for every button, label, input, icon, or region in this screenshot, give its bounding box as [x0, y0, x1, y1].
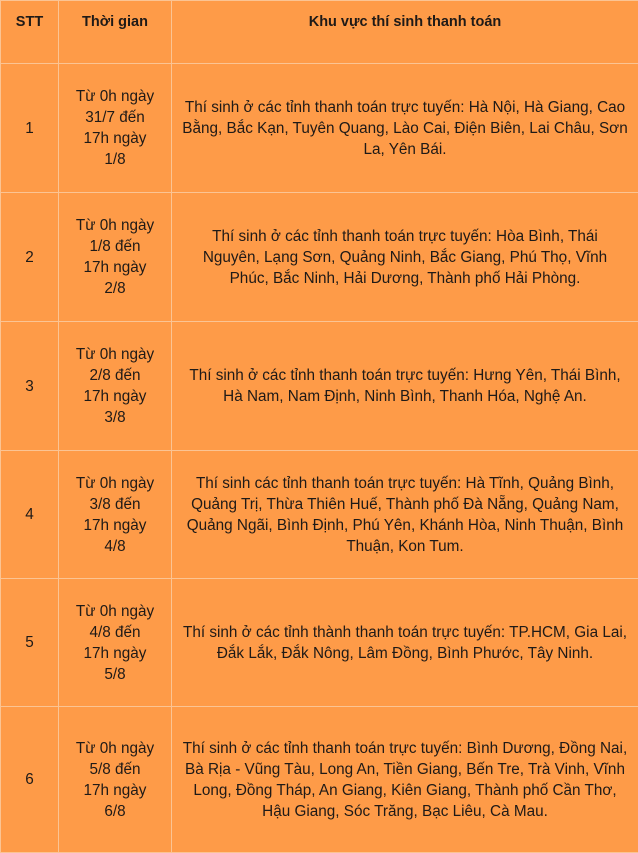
row-time [59, 193, 172, 322]
time-line: 4/8 đến [89, 624, 140, 641]
row-time [59, 322, 172, 451]
header-time: Thời gian [59, 1, 172, 64]
header-area: Khu vực thí sinh thanh toán [172, 1, 638, 64]
time-line: Từ 0h ngày [76, 475, 154, 492]
time-line: 3/8 đến [89, 496, 140, 513]
time-line: Từ 0h ngày [76, 217, 154, 234]
time-line: 2/8 đến [89, 367, 140, 384]
table-row [1, 322, 638, 451]
time-line: 4/8 [104, 538, 125, 555]
row-stt: 1 [1, 64, 59, 193]
row-time [59, 579, 172, 707]
time-line: 2/8 [104, 280, 125, 297]
row-stt: 5 [1, 579, 59, 707]
table-row [1, 707, 638, 853]
time-line: Từ 0h ngày [76, 740, 154, 757]
table-row [1, 579, 638, 707]
row-area: Thí sinh các tỉnh thanh toán trực tuyến: Hà Tĩnh, Quảng Bình, Quảng Trị, Thừa Thiên Huế, Thành phố Đà Nẵng, Quảng Nam, Quảng Ngãi, Bình Định, Phú Yên, Khánh Hòa, Ninh Thuận, Bình Thuận, Kon Tum. [172, 451, 638, 579]
time-line: 17h ngày [84, 130, 147, 147]
header-row [1, 1, 638, 64]
time-line: 3/8 [104, 409, 125, 426]
row-area: Thí sinh ở các tỉnh thành thanh toán trực tuyến: TP.HCM, Gia Lai, Đắk Lắk, Đắk Nông, Lâm Đồng, Bình Phước, Tây Ninh. [172, 579, 638, 707]
time-line: 6/8 [104, 803, 125, 820]
row-area: Thí sinh ở các tỉnh thanh toán trực tuyến: Hưng Yên, Thái Bình, Hà Nam, Nam Định, Ninh Bình, Thanh Hóa, Nghệ An. [172, 322, 638, 451]
row-stt: 6 [1, 707, 59, 853]
time-line: 5/8 [104, 666, 125, 683]
table-row [1, 451, 638, 579]
time-line: 31/7 đến [85, 109, 145, 126]
row-time [59, 64, 172, 193]
time-line: Từ 0h ngày [76, 88, 154, 105]
row-area: Thí sinh ở các tỉnh thanh toán trực tuyến: Hòa Bình, Thái Nguyên, Lạng Sơn, Quảng Ninh, Bắc Giang, Phú Thọ, Vĩnh Phúc, Bắc Ninh, Hải Dương, Thành phố Hải Phòng. [172, 193, 638, 322]
time-line: 17h ngày [84, 645, 147, 662]
row-area: Thí sinh ở các tỉnh thanh toán trực tuyến: Bình Dương, Đồng Nai, Bà Rịa - Vũng Tàu, Long An, Tiền Giang, Bến Tre, Trà Vinh, Vĩnh Long, Đồng Tháp, An Giang, Kiên Giang, Thành phố Cần Thơ, Hậu Giang, Sóc Trăng, Bạc Liêu, Cà Mau. [172, 707, 638, 853]
row-time [59, 707, 172, 853]
time-line: 17h ngày [84, 517, 147, 534]
row-stt: 3 [1, 322, 59, 451]
time-line: 17h ngày [84, 782, 147, 799]
table-row [1, 64, 638, 193]
time-line: 17h ngày [84, 259, 147, 276]
row-time [59, 451, 172, 579]
table-row [1, 193, 638, 322]
time-line: 17h ngày [84, 388, 147, 405]
row-stt: 4 [1, 451, 59, 579]
row-area: Thí sinh ở các tỉnh thanh toán trực tuyến: Hà Nội, Hà Giang, Cao Bằng, Bắc Kạn, Tuyên Quang, Lào Cai, Điện Biên, Lai Châu, Sơn La, Yên Bái. [172, 64, 638, 193]
time-line: Từ 0h ngày [76, 603, 154, 620]
time-line: Từ 0h ngày [76, 346, 154, 363]
time-line: 5/8 đến [89, 761, 140, 778]
row-stt: 2 [1, 193, 59, 322]
time-line: 1/8 [104, 151, 125, 168]
time-line: 1/8 đến [89, 238, 140, 255]
header-stt: STT [1, 1, 59, 64]
